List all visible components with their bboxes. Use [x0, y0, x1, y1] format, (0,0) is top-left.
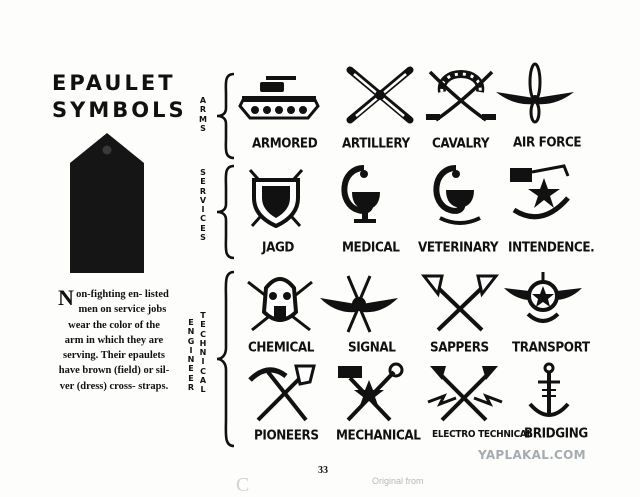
winged-wheel-anchor-icon	[502, 268, 584, 330]
lightning-axes-icon	[424, 362, 506, 424]
snake-bowl-icon	[324, 164, 406, 226]
title-line-2: SYMBOLS	[52, 98, 187, 122]
anchor-icon	[508, 362, 590, 424]
group-label-engineer	[186, 318, 196, 392]
symbol-label-jagd: JAGD	[262, 239, 294, 255]
original-from-note: Original from	[372, 476, 424, 486]
symbol-label-artillery: ARTILLERY	[342, 135, 410, 151]
brace-services	[214, 164, 236, 260]
description-text: on-fighting en- listed men on service jobs wear the color of the arm in which they are serving. Their epaulets have brown (field) or sil- ver (dress) cross- straps.	[58, 289, 170, 392]
symbol-label-veterinary: VETERINARY	[418, 239, 499, 255]
epaulet-illustration	[70, 133, 144, 273]
page-title	[52, 70, 187, 124]
vertical-label-text: ARMS	[199, 96, 207, 133]
symbol-label-signal: SIGNAL	[348, 339, 396, 355]
crossed-cannons-icon	[340, 64, 422, 126]
symbol-label-sappers: SAPPERS	[430, 339, 489, 355]
winged-propeller-icon	[494, 62, 576, 124]
symbol-label-transport: TRANSPORT	[512, 339, 590, 355]
shield-swords-icon	[236, 166, 318, 228]
description-paragraph	[58, 287, 170, 394]
symbol-label-bridging: BRIDGING	[524, 425, 588, 441]
tank-icon	[238, 68, 320, 130]
winged-lightning-icon	[318, 272, 400, 334]
bleed-through-text: C	[236, 474, 250, 496]
symbol-label-mechanical: MECHANICAL	[336, 427, 421, 443]
symbol-label-pioneers: PIONEERS	[254, 427, 319, 443]
drop-cap: N	[58, 285, 74, 310]
symbol-label-cavalry: CAVALRY	[432, 135, 490, 151]
group-label-arms	[198, 96, 208, 133]
crossed-axes-icon	[420, 272, 502, 334]
pick-shovel-icon	[240, 362, 322, 424]
symbol-label-air-force: AIR FORCE	[513, 134, 582, 150]
group-label-services	[198, 168, 208, 242]
symbol-label-chemical: CHEMICAL	[248, 339, 314, 355]
group-label-technical	[198, 311, 208, 395]
symbol-label-electro-technical: ELECTRO TECHNICAL	[432, 429, 532, 441]
vertical-label-text: SERVICES	[199, 168, 207, 243]
watermark: YAPLAKAL.COM	[478, 448, 586, 462]
brace-technical-engineer	[214, 270, 236, 448]
hammer-wrench-star-icon	[328, 362, 410, 424]
brace-arms	[214, 72, 236, 160]
symbol-label-medical: MEDICAL	[342, 239, 400, 255]
snake-bowl-horseshoe-icon	[416, 164, 498, 226]
scales-star-sickle-icon	[502, 162, 584, 224]
horseshoe-sabers-icon	[420, 62, 502, 124]
title-line-1: EPAULET	[52, 71, 176, 95]
vertical-label-text: TECHNICAL	[199, 311, 207, 395]
vertical-label-text: ENGINEER	[187, 318, 195, 393]
symbol-label-intendence: INTENDENCE.	[508, 239, 595, 255]
symbol-label-armored: ARMORED	[252, 135, 318, 151]
gas-mask-icon	[240, 272, 322, 334]
page-number: 33	[318, 465, 328, 476]
